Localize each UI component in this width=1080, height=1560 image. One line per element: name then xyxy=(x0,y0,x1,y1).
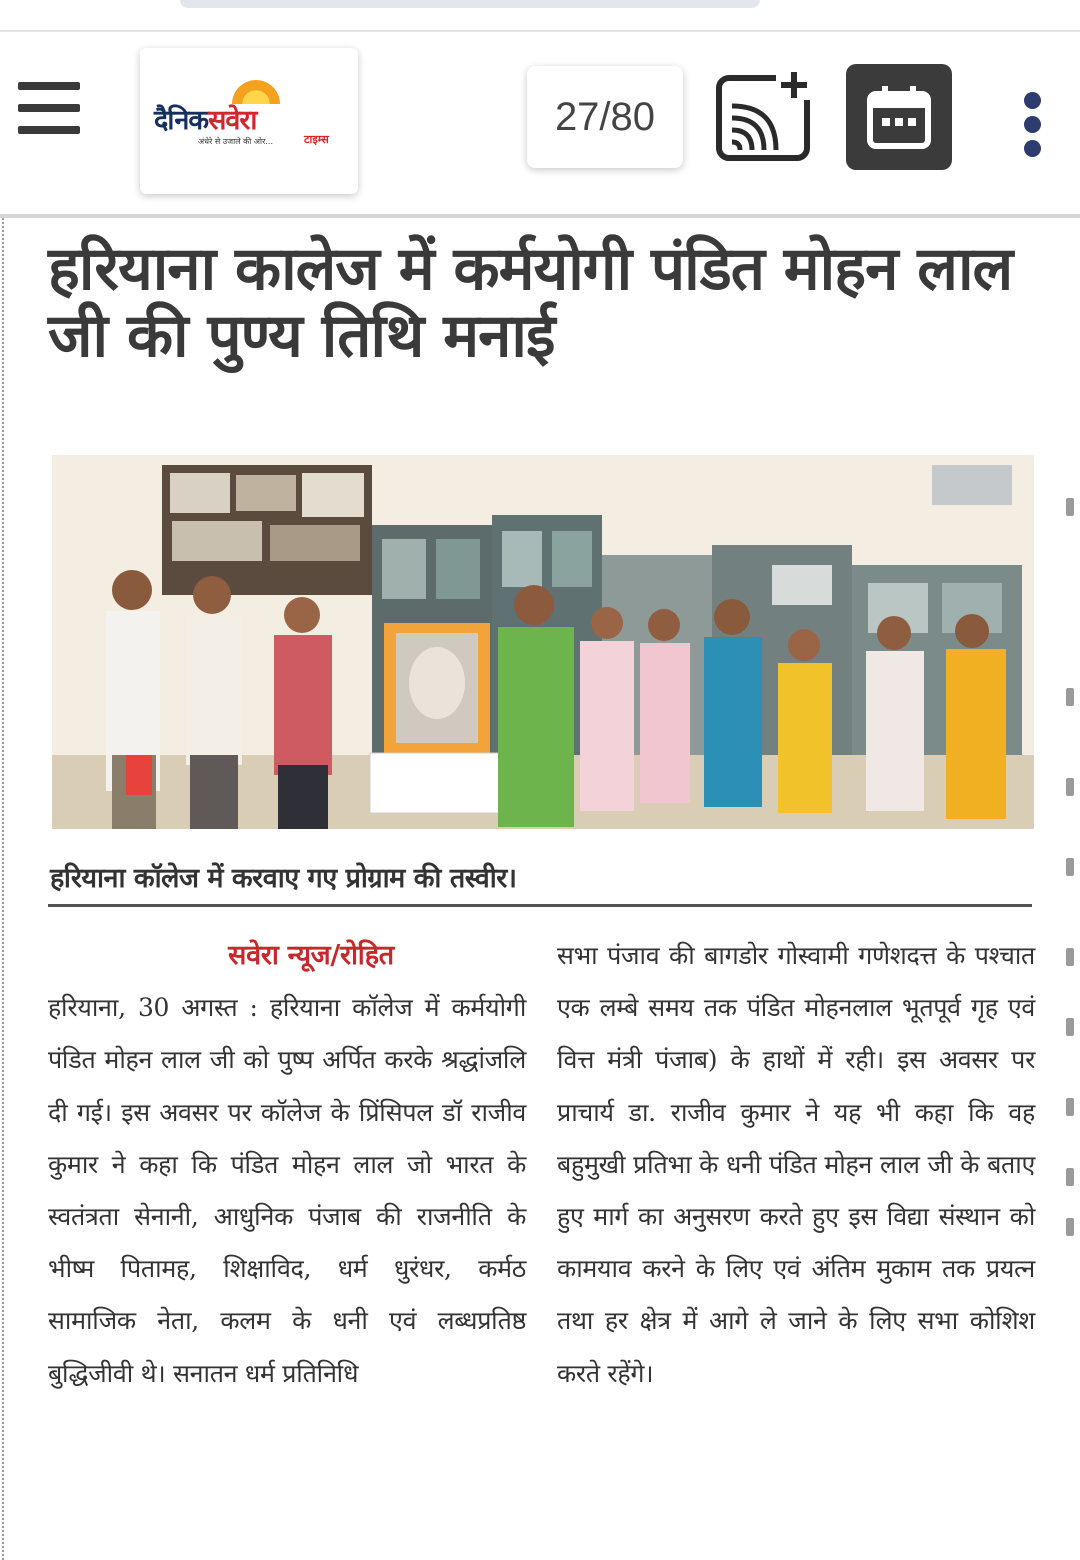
top-divider xyxy=(0,30,1080,32)
page-left-edge xyxy=(2,218,4,1560)
article-column-1 xyxy=(48,930,526,1400)
article-photo xyxy=(52,455,1034,829)
newspaper-logo[interactable] xyxy=(140,48,358,194)
article-byline: सवेरा न्यूज/रोहित xyxy=(228,940,394,971)
top-app-bar xyxy=(0,0,1080,218)
status-strip xyxy=(180,0,760,8)
caption-rule xyxy=(48,904,1032,907)
article-column-2 xyxy=(557,930,1035,1400)
article-column-1-text: हरियाना, 30 अगस्त : हरियाना कॉलेज में कर्मयोगी पंडित मोहन लाल जी को पुष्प अर्पित करके श्रद्धांजलि दी गई। इस अवसर पर कॉलेज के प्रिंसिपल डॉ राजीव कुमार ने कहा कि पंडित मोहन लाल जो भारत के स्वतंत्रता सेनानी, आधुनिक पंजाब की राजनीति के भीष्म पितामह, शिक्षाविद, धर्म धुरंधर, कर्मठ सामाजिक नेता, कलम के धनी एवं लब्धप्रतिष्ठ बुद्धिजीवी थे। सनातन धर्म प्रतिनिधि xyxy=(48,993,526,1388)
logo-tagline: अंधेरे से उजाले की ओर... xyxy=(198,137,274,146)
more-vertical-icon[interactable] xyxy=(1015,88,1051,168)
logo-suffix: टाइम्स xyxy=(304,133,329,146)
calendar-icon[interactable] xyxy=(846,64,952,170)
adjacent-article-edge xyxy=(1062,218,1080,1560)
photo-caption: हरियाना कॉलेज में करवाए गए प्रोग्राम की तस्वीर। xyxy=(50,863,517,894)
hamburger-menu-icon[interactable] xyxy=(18,82,82,136)
logo-name-part1: दैनिक xyxy=(154,105,209,136)
app-bar-shadow xyxy=(0,214,1080,218)
clip-article-icon[interactable] xyxy=(714,66,814,166)
article-column-2-text: सभा पंजाव की बागडोर गोस्वामी गणेशदत्त के पश्चात एक लम्बे समय तक पंडित मोहनलाल भूतपूर्व गृह एवं वित्त मंत्री पंजाब) के हाथों में रही। इस अवसर पर प्राचार्य डा. राजीव कुमार ने यह भी कहा कि वह बहुमुखी प्रतिभा के धनी पंडित मोहन लाल जी के बताए हुए मार्ग का अनुसरण करते हुए इस विद्या संस्थान को कामयाव करने के लिए एवं अंतिम मुकाम तक प्रयत्न तथा हर क्षेत्र में आगे ले जाने के लिए सभा कोशिश करते रहेंगे। xyxy=(557,941,1035,1388)
logo-name-part2: सवेरा xyxy=(208,105,257,136)
article-headline: हरियाना कालेज में कर्मयोगी पंडित मोहन लाल जी की पुण्य तिथि मनाई xyxy=(48,234,1013,372)
page-counter[interactable]: 27/80 xyxy=(527,66,683,168)
